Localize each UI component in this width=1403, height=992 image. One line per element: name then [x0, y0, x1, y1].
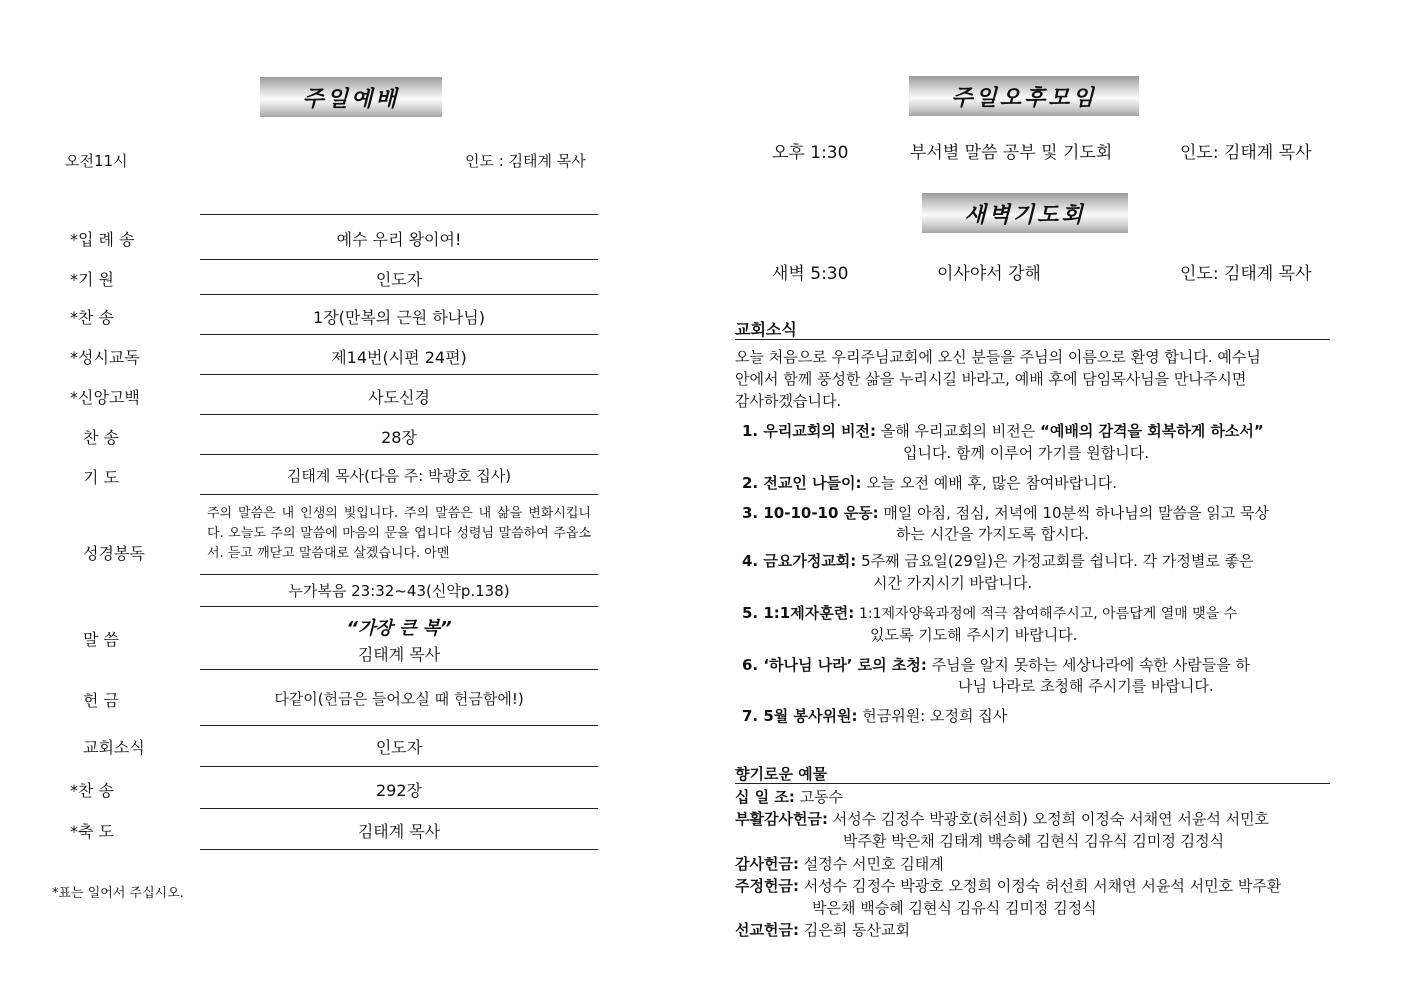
afternoon-leader: 인도: 김태계 목사 — [1180, 143, 1312, 163]
order-label: *신앙고백 — [70, 388, 140, 407]
offering-easter — [735, 808, 1269, 830]
order-label: 성경봉독 — [83, 544, 145, 563]
worship-banner: 주일예배 — [260, 77, 442, 117]
divider — [200, 214, 598, 215]
news-item — [742, 706, 1007, 727]
order-value: 예수 우리 왕이여! — [336, 230, 462, 249]
offering-tithe — [735, 786, 843, 808]
offering-names: 서성수 김정수 박광호(허선희) 오정희 이정숙 서채연 서윤석 서민호 — [832, 810, 1270, 828]
divider — [200, 849, 598, 850]
dawn-leader: 인도: 김태계 목사 — [1180, 264, 1312, 284]
order-value: 김태계 목사 — [357, 822, 441, 841]
news-intro: 오늘 처음으로 우리주님교회에 오신 분들을 주님의 이름으로 환영 합니다. 예수님 — [735, 348, 1261, 366]
divider — [200, 374, 598, 375]
divider — [200, 766, 598, 767]
news-item — [742, 603, 1237, 625]
offering-names: 고동수 — [799, 788, 844, 806]
vision-quote: “예배의 감격을 회복하게 하소서” — [1040, 422, 1264, 440]
afternoon-desc: 부서별 말씀 공부 및 기도회 — [910, 143, 1113, 163]
news-item-head: 7. 5월 봉사위원: — [742, 707, 858, 725]
news-item-head: 1. 우리교회의 비전: — [742, 422, 877, 440]
offering-mission — [735, 919, 910, 941]
news-item — [742, 655, 1250, 676]
order-value: 28장 — [381, 428, 417, 447]
order-value: 인도자 — [375, 738, 423, 757]
news-item-head: 6. ‘하나님 나라’ 로의 초청: — [742, 656, 927, 674]
divider — [200, 334, 598, 335]
offering-label: 선교헌금: — [735, 921, 799, 939]
order-label: 헌 금 — [83, 691, 119, 710]
divider — [200, 414, 598, 415]
news-item-text: 5주째 금요일(29일)은 가정교회를 쉽니다. 각 가정별로 좋은 — [861, 552, 1254, 570]
news-item-text: 올해 우리교회의 비전은 — [880, 422, 1041, 440]
news-item-head: 5. 1:1제자훈련: — [742, 604, 855, 622]
news-item-head: 3. 10-10-10 운동: — [742, 504, 879, 522]
news-item — [742, 473, 1117, 494]
offering-label: 십 일 조: — [735, 788, 795, 806]
order-value: 다같이(헌금은 들어오실 때 헌금함에!) — [274, 690, 524, 708]
offering-label: 주정헌금: — [735, 877, 799, 895]
news-intro: 감사하겠습니다. — [735, 392, 842, 410]
order-value: 292장 — [376, 781, 422, 800]
news-item-cont: 나님 나라로 초청해 주시기를 바랍니다. — [958, 677, 1214, 695]
news-item-text: 주님을 알지 못하는 세상나라에 속한 사람들을 하 — [931, 656, 1251, 674]
order-label: *찬 송 — [70, 308, 114, 327]
news-item-text: 매일 아침, 점심, 저녁에 10분씩 하나님의 말씀을 읽고 묵상 — [883, 504, 1269, 522]
offering-names: 설정수 서민호 김태계 — [803, 855, 944, 873]
offering-names: 김은희 동산교회 — [803, 921, 910, 939]
divider — [200, 574, 598, 575]
news-item-head: 2. 전교인 나들이: — [742, 474, 862, 492]
afternoon-time: 오후 1:30 — [772, 143, 849, 163]
order-label: *입 례 송 — [70, 230, 135, 249]
news-item-text: 오늘 오전 예배 후, 많은 참여바랍니다. — [866, 474, 1118, 492]
news-item-cont: 하는 시간을 가지도록 합시다. — [896, 525, 1089, 543]
divider — [200, 725, 598, 726]
divider — [735, 783, 1330, 784]
sermon-title: “가장 큰 복” — [346, 618, 452, 639]
scripture-reference: 누가복음 23:32~43(신약p.138) — [288, 582, 510, 600]
news-item — [742, 421, 1264, 442]
worship-time: 오전11시 — [65, 152, 128, 170]
afternoon-banner: 주일오후모임 — [909, 76, 1139, 116]
dawn-banner: 새벽기도회 — [922, 193, 1128, 233]
order-label: *찬 송 — [70, 781, 114, 800]
order-label: *성시교독 — [70, 348, 140, 367]
offering-title: 향기로운 예물 — [735, 765, 828, 783]
order-label: 교회소식 — [83, 738, 145, 757]
news-item — [742, 503, 1269, 524]
order-label: 찬 송 — [83, 428, 119, 447]
dawn-desc: 이사야서 강해 — [937, 264, 1041, 284]
offering-names: 서성수 김정수 박광호 오정희 이정숙 허선희 서채연 서윤석 서민호 박주환 — [803, 877, 1282, 895]
offering-label: 감사헌금: — [735, 855, 799, 873]
offering-thanks — [735, 853, 944, 875]
divider — [200, 669, 598, 670]
order-value: 제14번(시편 24편) — [331, 348, 467, 367]
divider — [200, 494, 598, 495]
scripture-prayer: 주의 말씀은 내 인생의 빛입니다. 주의 말씀은 내 삶을 변화시킵니다. 오늘도 주의 말씀에 마음의 문을 엽니다 성령님 말씀하여 주옵소서. 듣고 깨닫고 말씀대로 살겠습니다. 아멘 — [207, 506, 591, 561]
news-item-cont: 있도록 기도해 주시기 바랍니다. — [870, 626, 1078, 644]
order-label: 기 도 — [83, 468, 119, 487]
divider — [735, 339, 1330, 340]
preacher: 김태계 목사 — [357, 645, 441, 664]
order-label: 말 씀 — [83, 630, 119, 649]
dawn-time: 새벽 5:30 — [772, 264, 849, 284]
order-value: 1장(만복의 근원 하나님) — [313, 308, 485, 327]
divider — [200, 294, 598, 295]
offering-label: 부활감사헌금: — [735, 810, 828, 828]
news-item-cont: 시간 가지시기 바랍니다. — [873, 574, 1033, 592]
worship-leader: 인도 : 김태계 목사 — [465, 152, 586, 170]
news-item-text: 헌금위원: 오정희 집사 — [862, 707, 1008, 725]
news-title: 교회소식 — [735, 320, 797, 339]
order-label: *축 도 — [70, 822, 114, 841]
divider — [200, 259, 598, 260]
order-label: *기 원 — [70, 270, 114, 289]
offering-weekly-cont: 박은채 백승혜 김현식 김유식 김미정 김정식 — [812, 899, 1097, 917]
divider — [200, 606, 598, 607]
footnote: *표는 일어서 주십시오. — [52, 886, 184, 901]
offering-easter-cont: 박주환 박은채 김태계 백승혜 김현식 김유식 김미정 김정식 — [843, 832, 1225, 850]
order-value: 사도신경 — [368, 388, 430, 407]
divider — [200, 808, 598, 809]
order-value: 김태계 목사(다음 주: 박광호 집사) — [286, 467, 512, 485]
order-value: 인도자 — [375, 270, 423, 289]
news-item — [742, 551, 1254, 572]
news-item-text: 1:1제자양육과정에 적극 참여해주시고, 아름답게 열매 맺을 수 — [858, 606, 1238, 622]
offering-weekly — [735, 875, 1281, 897]
news-item-head: 4. 금요가정교회: — [742, 552, 857, 570]
divider — [200, 454, 598, 455]
news-item-cont: 입니다. 함께 이루어 가기를 원합니다. — [903, 444, 1149, 462]
news-intro: 안에서 함께 풍성한 삶을 누리시길 바라고, 예배 후에 담임목사님을 만나주시면 — [735, 370, 1247, 388]
